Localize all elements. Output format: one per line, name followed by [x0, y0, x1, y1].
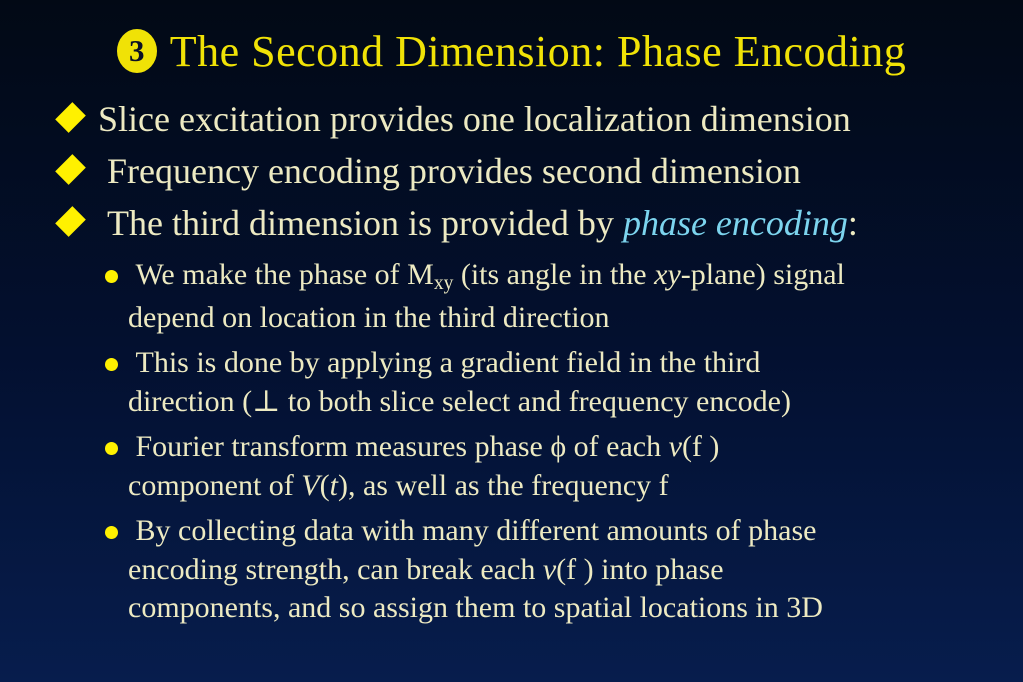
text-run: v — [542, 552, 557, 586]
bullet-text-line — [98, 198, 858, 249]
diamond-bullet-marker — [60, 94, 98, 145]
dot-bullet-icon — [105, 526, 118, 539]
text-run: Frequency encoding provides second dimension — [98, 151, 801, 191]
bullet-item — [0, 198, 1023, 249]
bullet-text-line — [128, 428, 719, 467]
bullet-text — [98, 94, 851, 145]
text-run: encoding strength, can break each — [128, 552, 543, 586]
text-run: phase encoding — [622, 203, 848, 243]
bullet-text — [98, 198, 858, 249]
bullet-text-line — [128, 551, 823, 590]
text-run: depend on location in the third direction — [128, 300, 610, 334]
text-run: The third dimension is provided by — [98, 203, 623, 243]
text-run: (f ) — [681, 430, 720, 463]
bullet-item — [0, 344, 1023, 421]
text-run: xy — [654, 258, 681, 291]
bullet-text-line — [98, 146, 801, 197]
text-run: Fourier transform measures phase ϕ of each — [128, 430, 669, 463]
diamond-bullet-marker — [60, 146, 98, 197]
text-run: direction (⊥ to both slice select and frequency encode) — [128, 384, 791, 418]
diamond-bullet-marker — [60, 198, 98, 249]
bullet-item — [0, 94, 1023, 145]
text-run: -plane) signal — [680, 258, 845, 291]
bullet-item — [0, 512, 1023, 628]
text-run: v — [668, 430, 682, 463]
text-run: Slice excitation provides one localization dimension — [98, 99, 851, 139]
page-title: The Second Dimension: Phase Encoding — [169, 26, 907, 76]
text-run: (its angle in the — [453, 258, 655, 291]
text-run: This is done by applying a gradient field in the third — [128, 346, 761, 379]
bullet-text — [128, 256, 845, 337]
dot-bullet-icon — [105, 270, 118, 283]
slide-title — [0, 24, 1023, 78]
text-run: xy — [433, 273, 454, 295]
bullet-text — [128, 344, 791, 421]
bullet-text-line — [98, 94, 851, 145]
text-run: We make the phase of M — [128, 258, 434, 291]
dot-bullet-marker — [103, 344, 128, 383]
bullet-text — [128, 428, 719, 505]
dot-bullet-marker — [103, 256, 128, 295]
bullet-text-line — [128, 344, 791, 383]
bullet-item — [0, 146, 1023, 197]
text-run: ), as well as the frequency f — [337, 468, 669, 502]
dot-bullet-marker — [103, 512, 128, 551]
text-run: : — [847, 203, 858, 243]
text-run: (f ) into phase — [556, 552, 724, 586]
text-run: t — [329, 468, 338, 502]
diamond-bullet-icon — [55, 206, 86, 237]
numbered-circle-3-icon: 3 — [117, 29, 157, 73]
diamond-bullet-icon — [55, 154, 86, 185]
text-run: component of — [128, 468, 302, 502]
bullet-text-line — [128, 256, 845, 299]
dot-bullet-icon — [105, 442, 118, 455]
bullet-item — [0, 428, 1023, 505]
bullet-item — [0, 256, 1023, 337]
dot-bullet-icon — [105, 358, 118, 371]
bullet-text — [98, 146, 801, 197]
bullet-text-line — [128, 299, 845, 338]
text-run: By collecting data with many different amounts of phase — [128, 514, 817, 547]
text-run: components, and so assign them to spatial locations in 3D — [128, 591, 823, 624]
bullet-text-line — [128, 467, 719, 506]
text-run: V — [301, 468, 320, 502]
dot-bullet-marker — [103, 428, 128, 467]
bullet-text-line — [128, 512, 823, 551]
bullet-list — [0, 94, 1023, 628]
text-run: ( — [319, 468, 330, 502]
diamond-bullet-icon — [55, 102, 86, 133]
bullet-text — [128, 512, 823, 628]
bullet-text-line — [128, 383, 791, 422]
bullet-text-line — [128, 589, 823, 628]
